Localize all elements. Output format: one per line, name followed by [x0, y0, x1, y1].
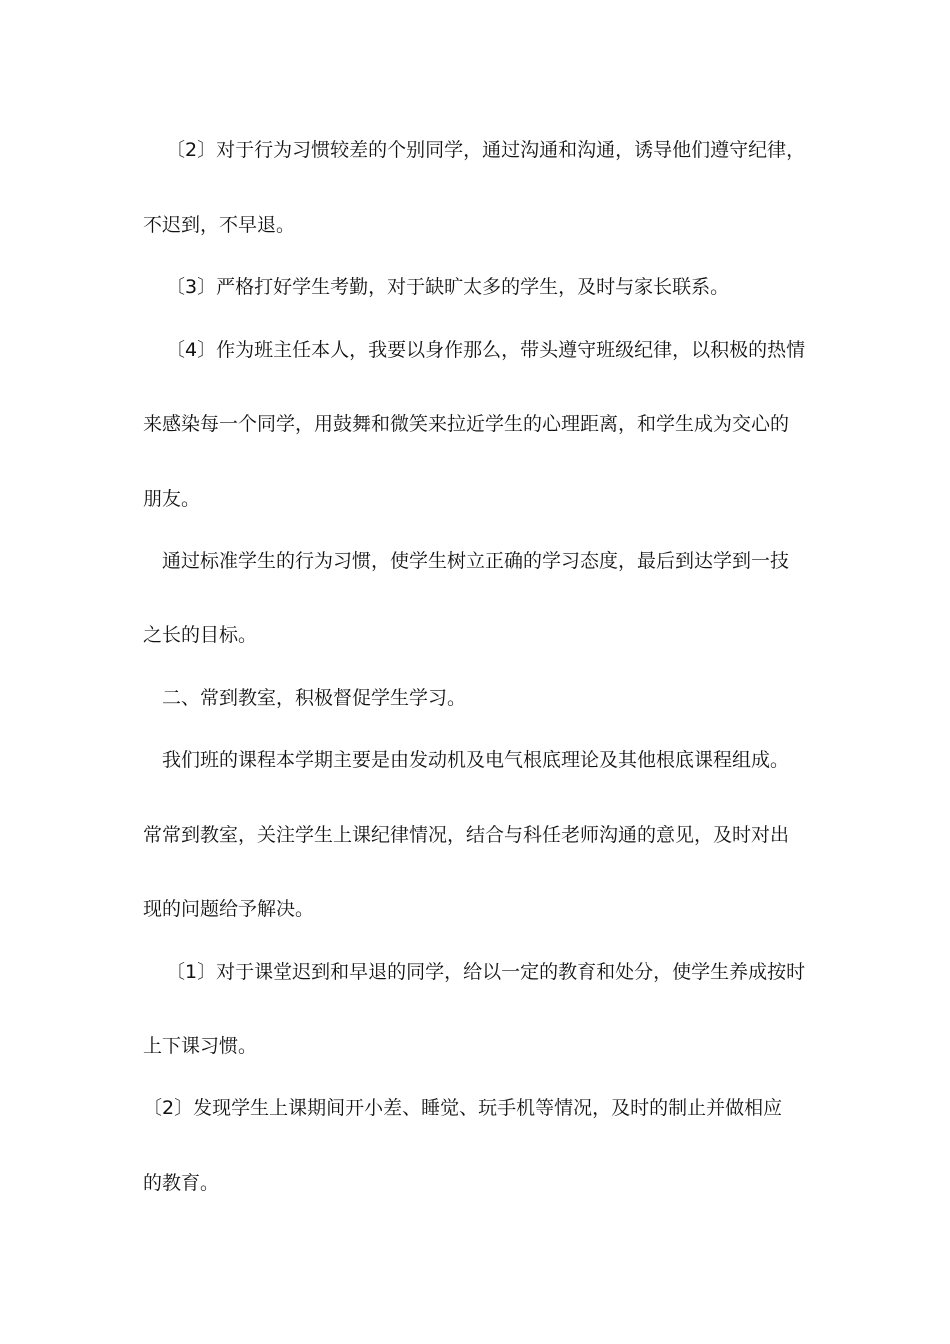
- paragraph-line: 〔2〕发现学生上课期间开小差、睡觉、玩手机等情况，及时的制止并做相应: [143, 1097, 783, 1119]
- section-heading: 二、常到教室，积极督促学生学习。: [162, 687, 467, 709]
- paragraph-line: 来感染每一个同学，用鼓舞和微笑来拉近学生的心理距离，和学生成为交心的: [143, 413, 790, 435]
- paragraph-line: 〔4〕作为班主任本人，我要以身作那么，带头遵守班级纪律，以积极的热情: [166, 339, 806, 361]
- paragraph-line: 的教育。: [143, 1172, 220, 1194]
- paragraph-line: 朋友。: [143, 488, 201, 510]
- paragraph-line: 〔2〕对于行为习惯较差的个别同学，通过沟通和沟通，诱导他们遵守纪律，: [166, 139, 806, 161]
- paragraph-line: 常常到教室，关注学生上课纪律情况，结合与科任老师沟通的意见，及时对出: [143, 824, 790, 846]
- paragraph-line: 不迟到，不早退。: [143, 214, 296, 236]
- paragraph-line: 〔3〕严格打好学生考勤，对于缺旷太多的学生，及时与家长联系。: [166, 276, 730, 298]
- paragraph-line: 我们班的课程本学期主要是由发动机及电气根底理论及其他根底课程组成。: [162, 749, 790, 771]
- paragraph-line: 上下课习惯。: [143, 1035, 258, 1057]
- paragraph-line: 之长的目标。: [143, 624, 258, 646]
- paragraph-line: 现的问题给予解决。: [143, 898, 315, 920]
- paragraph-line: 〔1〕对于课堂迟到和早退的同学，给以一定的教育和处分，使学生养成按时: [166, 961, 806, 983]
- paragraph-line: 通过标准学生的行为习惯，使学生树立正确的学习态度，最后到达学到一技: [162, 550, 790, 572]
